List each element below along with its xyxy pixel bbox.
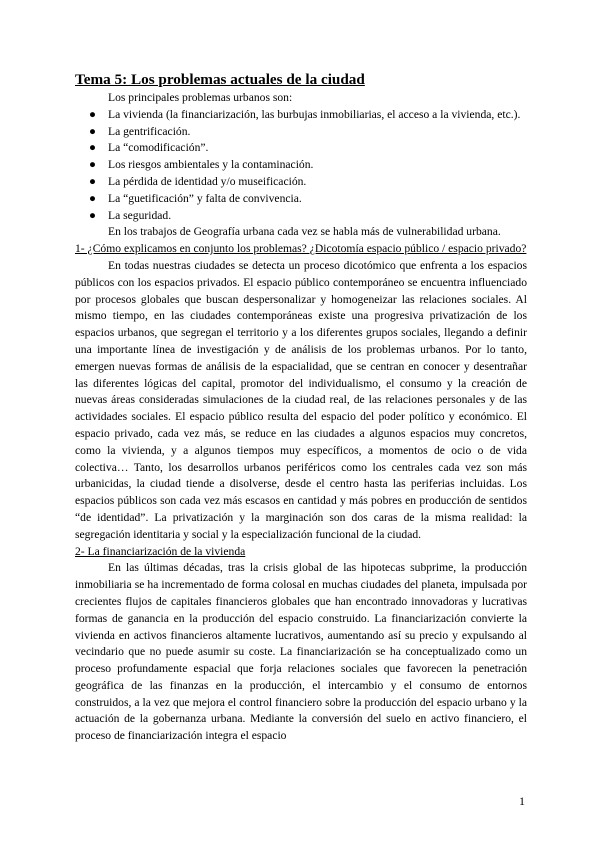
page-number: 1 <box>519 794 525 808</box>
bullet-icon: ● <box>89 174 97 188</box>
section-1-paragraph: En todas nuestras ciudades se detecta un proceso dicotómico que enfrenta a los espacios públicos con los espacios privados. El espacio público contemporáneo se encuentra influenciado por procesos globales que buscan despersonalizar y homogeneizar las relaciones sociales. Al mismo tiempo, en las ciudades contemporáneas existe una progresiva privatización de los espacios urbanos, que segregan el territorio y a los diferentes grupos sociales, llegando a definir una importante línea de investigación y de análisis de los problemas urbanos. Por lo tanto, emergen nuevas formas de análisis de la espacialidad, que se centran en conocer y desentrañar las diferentes lógicas del capital, promotor del individualismo, el consumo y la creación de nuevas áreas consideradas simulaciones de la ciudad real, de las relaciones personales y de las actividades sociales. El espacio público resulta del espacio del poder político y económico. El espacio privado, cada vez más, se reduce en las ciudades a algunos espacios muy concretos, como la vivienda, y a algunos tiempos muy específicos, a momentos de ocio o de vida colectiva… Tanto, los desarrollos urbanos periféricos como los centrales cada vez son más urbanicidas, la ciudad tiende a disolverse, desde el centro hasta las periferias incluidas. Los espacios públicos son cada vez más escasos en cantidad y más pobres en producción de sentidos “de identidad”. La privatización y la marginación son dos caras de la misma realidad: la segregación identitaria y social y la especialización funcional de la ciudad. <box>75 258 527 541</box>
list-item: ● Los riesgos ambientales y la contaminación. <box>75 157 527 174</box>
bullet-icon: ● <box>89 191 97 205</box>
list-item: ● La “guetificación” y falta de convivencia. <box>75 191 527 208</box>
section-2-heading: 2- La financiarización de la vivienda <box>75 544 246 558</box>
list-item: ● La vivienda (la financiarización, las burbujas inmobiliarias, el acceso a la vivienda, etc.). <box>75 107 527 124</box>
page-title: Tema 5: Los problemas actuales de la ciudad <box>75 71 365 88</box>
section-1-heading: 1- ¿Cómo explicamos en conjunto los problemas? ¿Dicotomía espacio público / espacio privado? <box>75 242 527 256</box>
bullet-icon: ● <box>89 107 97 121</box>
bullet-icon: ● <box>89 158 97 172</box>
list-item: ● La pérdida de identidad y/o museificación. <box>75 174 527 191</box>
list-item: ● La gentrificación. <box>75 124 527 141</box>
page-content <box>75 70 527 745</box>
closing-text: En los trabajos de Geografía urbana cada vez se habla más de vulnerabilidad urbana. <box>108 225 501 239</box>
bullet-icon: ● <box>89 124 97 138</box>
problem-list <box>75 107 527 225</box>
section-2-paragraph: En las últimas décadas, tras la crisis global de las hipotecas subprime, la producción inmobiliaria se ha incrementado de forma colosal en muchas ciudades del planeta, impulsada por crecientes flujos de capitales financieros globales que han encontrado innovadoras y lucrativas formas de ganancia en la producción del espacio construido. La financiarización convierte la vivienda en activos financieros altamente lucrativos, aumentando así su precio y expulsando al vecindario que no puede asumir su coste. La financiarización se ha conceptualizado como un proceso profundamente espacial que forja relaciones sociales que favorecen la penetración geográfica de las finanzas en la producción, el intercambio y el consumo de entornos construidos, a la vez que mejora el control financiero sobre la producción del espacio urbano y la actuación de la gobernanza urbana. Mediante la conversión del suelo en activo financiero, el proceso de financiarización integra el espacio <box>75 561 527 743</box>
bullet-icon: ● <box>89 208 97 222</box>
bullet-icon: ● <box>89 141 97 155</box>
list-item: ● La seguridad. <box>75 208 527 225</box>
list-item: ● La “comodificación”. <box>75 140 527 157</box>
intro-text: Los principales problemas urbanos son: <box>108 91 293 104</box>
